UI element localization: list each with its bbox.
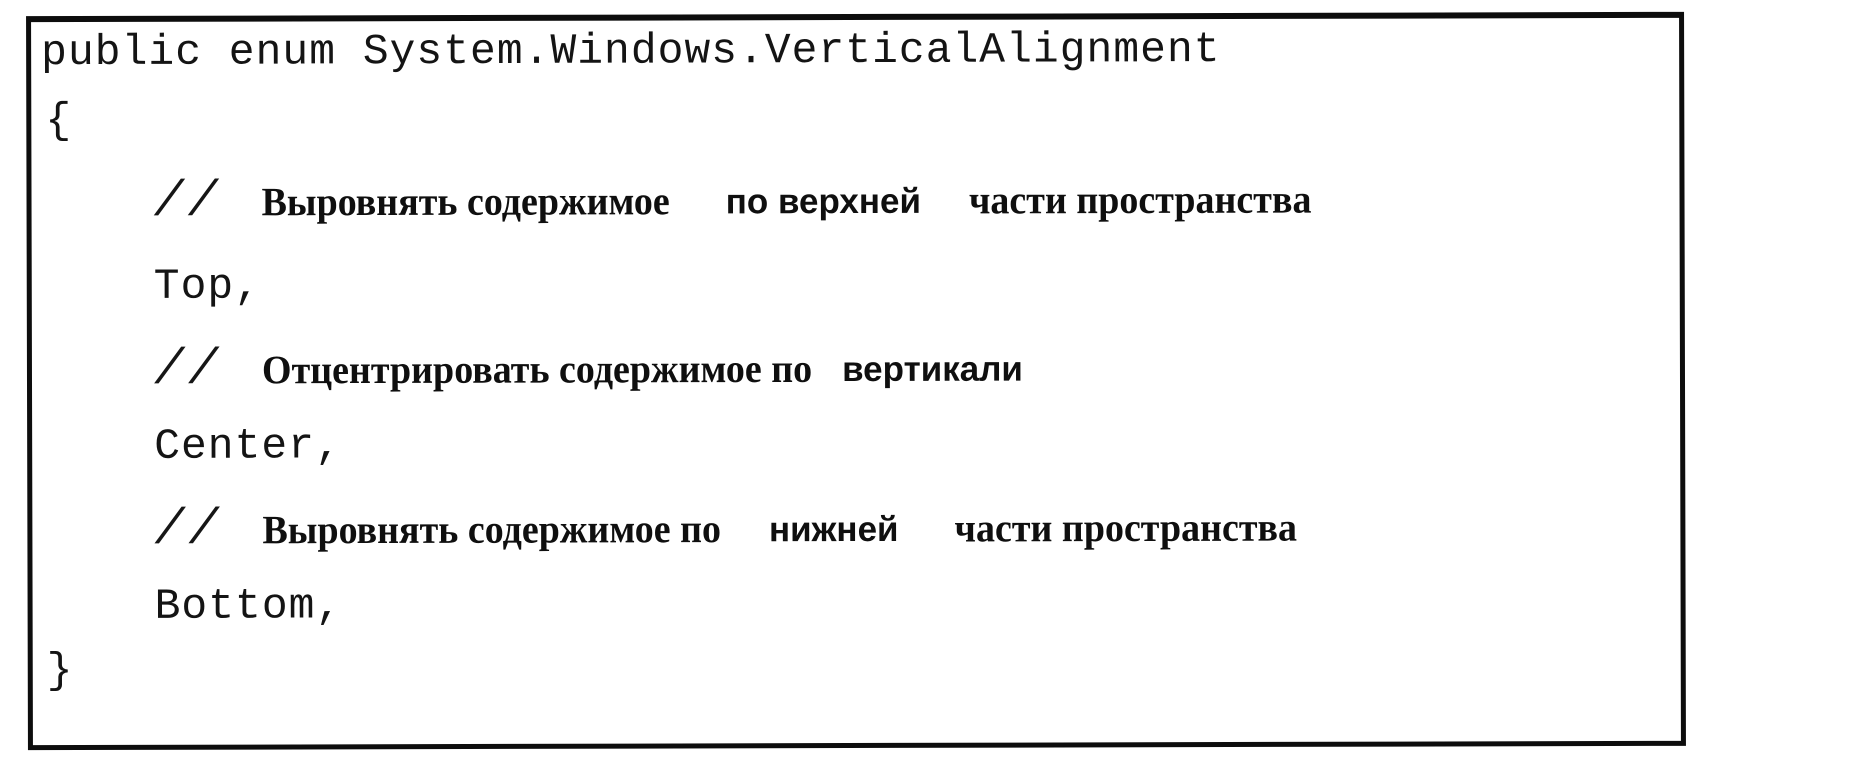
comment-top-segment-3: части пространства — [968, 177, 1312, 223]
enum-member-bottom: Bottom, — [154, 581, 343, 631]
comment-top-segment-2: по верхней — [725, 181, 922, 222]
comment-bottom-segment-3: части пространства — [954, 505, 1298, 552]
comment-center — [154, 340, 1023, 399]
comment-top — [153, 171, 1311, 231]
comment-marker-icon: // — [153, 173, 222, 231]
close-brace: } — [46, 646, 74, 696]
enum-declaration: public enum System.Windows.VerticalAlignment — [41, 25, 1221, 78]
enum-member-center: Center, — [154, 421, 342, 471]
comment-top-segment-1: Выровнять содержимое — [261, 179, 670, 225]
code-listing-box — [26, 12, 1686, 750]
comment-bottom-segment-2: нижней — [768, 509, 899, 550]
enum-member-top: Top, — [153, 261, 262, 311]
comment-marker-icon: // — [154, 501, 223, 559]
comment-bottom — [154, 499, 1297, 559]
comment-center-segment-2: вертикали — [842, 349, 1023, 390]
comment-center-segment-1: Отцентрировать содержимое по — [261, 346, 813, 393]
open-brace: { — [45, 96, 73, 146]
comment-bottom-segment-1: Выровнять содержимое по — [262, 507, 721, 553]
comment-marker-icon: // — [153, 341, 223, 399]
